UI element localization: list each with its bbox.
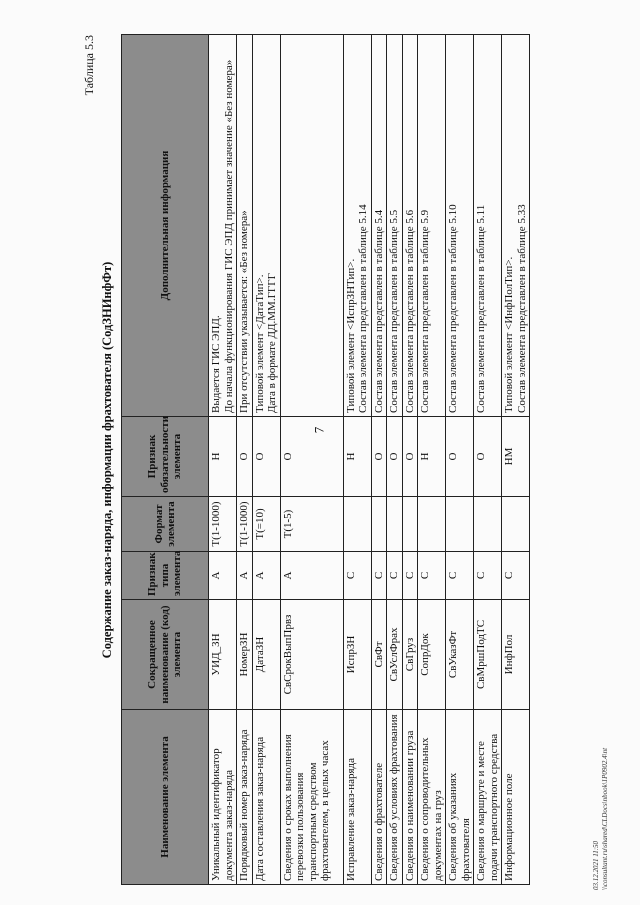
header-code: Сокращенное наименование (код) элемента [122,600,209,710]
cell-code: ИнфПол [502,600,530,710]
cell-type: С [371,552,387,600]
header-info: Дополнительная информация [122,35,209,417]
table-row [446,35,474,885]
cell-type: С [446,552,474,600]
cell-name: Информационное поле [502,710,530,885]
cell-name: Сведения о маршруте и месте подачи транспортного средства [474,710,502,885]
cell-code: СвУказФт [446,600,474,710]
table-body [209,35,530,885]
cell-info: Типовой элемент <ИнфПолТип>. Состав элемента представлен в таблице 5.33 [502,35,530,417]
cell-info: Выдается ГИС ЭПД. До начала функционирования ГИС ЭПД принимает значение «Без номера» [209,35,237,417]
cell-format [418,497,446,552]
cell-name: Сведения о наименовании груза [402,710,418,885]
cell-info [280,35,343,417]
table-row [209,35,237,885]
cell-format [387,497,403,552]
cell-format [474,497,502,552]
cell-format [343,497,371,552]
cell-type: С [418,552,446,600]
table-row [343,35,371,885]
cell-code: ДатаЗН [252,600,280,710]
cell-type: А [252,552,280,600]
cell-code: СвГруз [402,600,418,710]
cell-name: Сведения об указаниях фрахтователя [446,710,474,885]
table-row [502,35,530,885]
cell-name: Сведения о сопроводительных документах на груз [418,710,446,885]
table-row [402,35,418,885]
cell-type: С [387,552,403,600]
cell-type: А [209,552,237,600]
table-row [237,35,253,885]
cell-info: Состав элемента представлен в таблице 5.6 [402,35,418,417]
cell-format [371,497,387,552]
header-format: Формат элемента [122,497,209,552]
cell-required: Н [209,417,237,497]
cell-type: С [343,552,371,600]
cell-name: Уникальный идентификатор документа заказ-наряда [209,710,237,885]
cell-code: СвСрокВыпПрвз [280,600,343,710]
cell-type: С [474,552,502,600]
cell-info: При отсутствии указывается: «Без номера» [237,35,253,417]
cell-info: Типовой элемент <ДатаТип>. Дата в формате ДД.ММ.ГГГГ [252,35,280,417]
cell-name: Сведения об условиях фрахтования [387,710,403,885]
cell-name: Порядковый номер заказ-наряда [237,710,253,885]
cell-info: Состав элемента представлен в таблице 5.9 [418,35,446,417]
cell-required: О [371,417,387,497]
cell-format: Т(1-5) [280,497,343,552]
cell-type: С [402,552,418,600]
cell-format [502,497,530,552]
cell-type: А [280,552,343,600]
cell-code: СвМршПодТС [474,600,502,710]
table-row [387,35,403,885]
cell-code: СопрДок [418,600,446,710]
cell-required: О [280,417,343,497]
table-header-row [122,35,209,885]
table-label: Таблица 5.3 [82,35,96,96]
cell-required: О [387,417,403,497]
elements-table [121,34,530,885]
table-row [418,35,446,885]
cell-type: С [502,552,530,600]
cell-required: О [402,417,418,497]
page-number: 7 [311,426,327,434]
table-row [371,35,387,885]
header-type: Признак типа элемента [122,552,209,600]
header-required: Признак обязательности элемента [122,417,209,497]
cell-type: А [237,552,253,600]
rotated-content [78,35,566,885]
cell-required: О [474,417,502,497]
table-caption: Содержание заказ-наряда, информации фрахтователя (СодЗНИнфФт) [100,261,114,659]
table-row [280,35,343,885]
cell-name: Исправление заказ-наряда [343,710,371,885]
cell-required: О [237,417,253,497]
cell-info: Состав элемента представлен в таблице 5.5 [387,35,403,417]
cell-code: УИД_ЗН [209,600,237,710]
cell-info: Состав элемента представлен в таблице 5.11 [474,35,502,417]
cell-code: ИспрЗН [343,600,371,710]
table-row [474,35,502,885]
cell-required: Н [343,417,371,497]
cell-code: СвУслФрах [387,600,403,710]
cell-format [402,497,418,552]
table-row [252,35,280,885]
cell-info: Типовой элемент <ИспрЗНТип>. Состав элемента представлен в таблице 5.14 [343,35,371,417]
stamp-line-path: \\consultant.ru\shared\CLDocs\nbook\1P0902.4\nt [601,747,609,890]
header-name: Наименование элемента [122,710,209,885]
cell-format: Т(=10) [252,497,280,552]
cell-format: Т(1-1000) [209,497,237,552]
cell-name: Сведения о сроках выполнения перевозки пользования транспортным средством фрахтователем, в целых часах [280,710,343,885]
cell-format [446,497,474,552]
cell-required: НМ [502,417,530,497]
stamp-line-date: 03.12.2021 11:50 [592,840,600,890]
cell-name: Дата составления заказ-наряда [252,710,280,885]
cell-code: НомерЗН [237,600,253,710]
cell-code: СвФт [371,600,387,710]
cell-name: Сведения о фрахтователе [371,710,387,885]
cell-info: Состав элемента представлен в таблице 5.10 [446,35,474,417]
print-stamp [592,700,612,890]
cell-format: Т(1-1000) [237,497,253,552]
cell-required: Н [418,417,446,497]
cell-info: Состав элемента представлен в таблице 5.4 [371,35,387,417]
cell-required: О [252,417,280,497]
cell-required: О [446,417,474,497]
